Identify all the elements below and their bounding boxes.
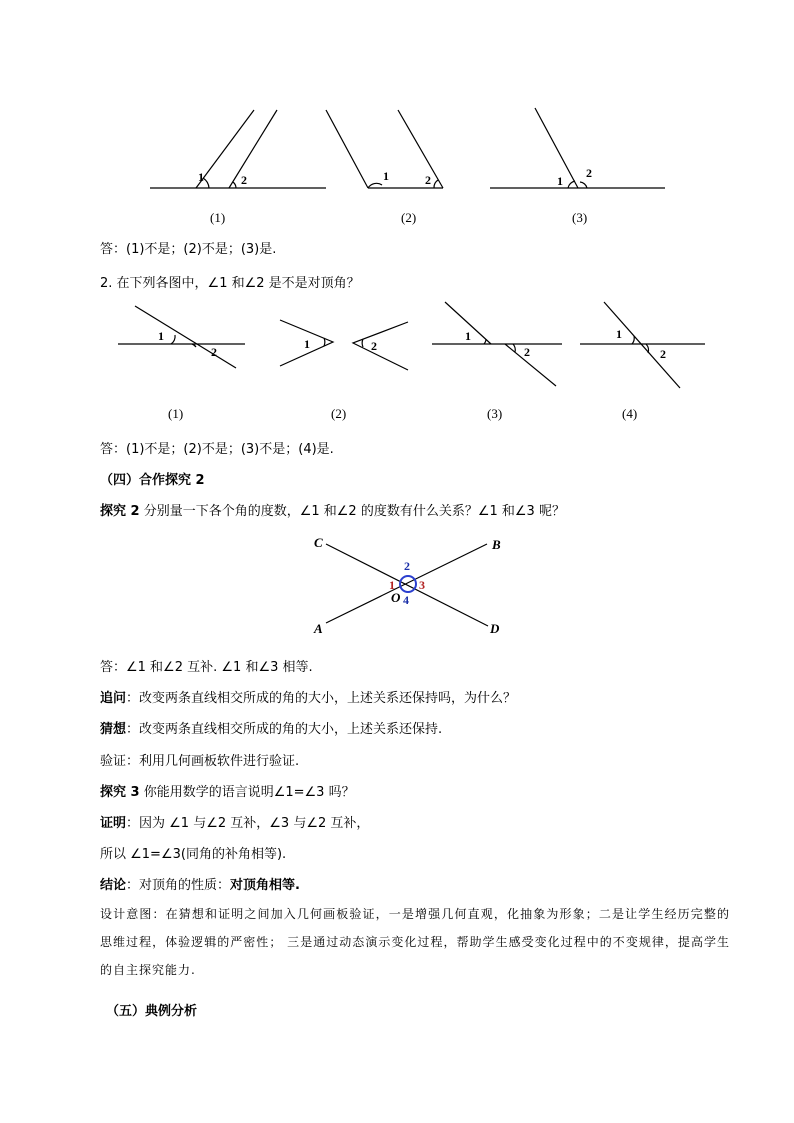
r2f2-label-2: 2 (371, 339, 377, 353)
explore-3-text: 你能用数学的语言说明∠1=∠3 吗？ (139, 785, 355, 800)
angle-4-label: 4 (403, 593, 409, 607)
section-5-heading: （五）典例分析 (106, 1004, 198, 1019)
cross-figure (0, 528, 794, 643)
fig2-ray-right (398, 110, 443, 188)
explore-3-label: 探究 3 (100, 785, 140, 800)
proof-text: ：因为 ∠1 与∠2 互补，∠3 与∠2 互补， (126, 816, 370, 831)
fig2-label-2: 2 (425, 173, 431, 187)
explore-3 (100, 781, 355, 800)
r2f2-caption: (2) (331, 406, 347, 421)
fig2-arc-1 (368, 183, 382, 188)
so-statement: 所以 ∠1=∠3(同角的补角相等). (100, 847, 287, 862)
r2f4-label-2: 2 (660, 347, 666, 361)
r2f2-arc-1 (324, 338, 325, 346)
fig2-ray-left (326, 110, 368, 188)
r2f1-arc-1 (171, 335, 175, 344)
fig2-caption: (2) (401, 210, 417, 225)
conclusion-text: ：对顶角的性质： (126, 878, 231, 893)
r2f4-slant (604, 302, 680, 388)
fig1-ray-right (229, 110, 277, 188)
line-CD (326, 544, 488, 626)
angle-3-label: 3 (419, 578, 425, 592)
follow-up-text: ：改变两条直线相交所成的角的大小，上述关系还保持吗，为什么？ (126, 691, 517, 706)
vertex-circle (400, 576, 416, 592)
conclusion (100, 874, 300, 893)
fig1-arc-2 (233, 182, 236, 188)
guess (100, 718, 442, 737)
point-C: C (314, 535, 323, 550)
explore-2-label: 探究 2 (100, 504, 140, 519)
guess-text: ：改变两条直线相交所成的角的大小，上述关系还保持. (126, 722, 443, 737)
fig1-label-1: 1 (198, 170, 204, 184)
design-intent: 设计意图：在猜想和证明之间加入几何画板验证，一是增强几何直观，化抽象为形象；二是让学生经历完整的思维过程，体验逻辑的严密性； 三是通过动态演示变化过程，帮助学生感受变化过程中的不变规律，提高学生的自主探究能力. (100, 907, 730, 977)
fig3-arc-2 (580, 182, 587, 188)
fig3-caption: (3) (572, 210, 588, 225)
r2f3-slant-bottom (505, 344, 556, 386)
r2f2-arc-2 (362, 339, 363, 347)
fig3-label-2: 2 (586, 166, 592, 180)
r2f3-label-2: 2 (524, 345, 530, 359)
r2f4-arc-1 (632, 336, 634, 344)
verify: 验证：利用几何画板软件进行验证. (100, 754, 300, 769)
r2f4-label-1: 1 (616, 327, 622, 341)
r2f1-label-2: 2 (211, 345, 217, 359)
fig3-arc-1 (568, 181, 575, 188)
r2f2-label-1: 1 (304, 337, 310, 351)
proof-label: 证明 (100, 816, 127, 831)
r2f3-caption: (3) (487, 406, 503, 421)
section-4-heading: （四）合作探究 2 (100, 473, 205, 488)
explore-2 (100, 500, 565, 519)
r2f1-caption: (1) (168, 406, 184, 421)
explore-2-text: 分别量一下各个角的度数，∠1 和∠2 的度数有什么关系？∠1 和∠3 呢？ (139, 504, 565, 519)
figure-row-2 (0, 290, 794, 430)
point-A: A (314, 621, 323, 636)
guess-label: 猜想 (100, 722, 127, 737)
r2f4-caption: (4) (622, 406, 638, 421)
follow-up-label: 追问 (100, 691, 127, 706)
angle-2-label: 2 (404, 559, 410, 573)
answer-1: 答：(1)不是；(2)不是；(3)是. (100, 242, 277, 257)
fig1-caption: (1) (210, 210, 226, 225)
fig3-label-1: 1 (557, 174, 563, 188)
fig2-arc-2 (434, 180, 438, 188)
proof (100, 812, 369, 831)
figure-row-1 (0, 0, 794, 240)
r2f1-slant (135, 306, 236, 368)
r2f2-right-angle (353, 322, 408, 370)
fig1-label-2: 2 (241, 173, 247, 187)
r2f3-label-1: 1 (465, 329, 471, 343)
point-D: D (490, 621, 500, 636)
question-2: 2. 在下列各图中，∠1 和∠2 是不是对顶角？ (100, 276, 360, 291)
point-O: O (391, 590, 401, 605)
answer-2: 答：(1)不是；(2)不是；(3)不是；(4)是. (100, 442, 334, 457)
angle-1-label: 1 (389, 578, 395, 592)
answer-3: 答：∠1 和∠2 互补. ∠1 和∠3 相等. (100, 660, 313, 675)
r2f1-label-1: 1 (158, 329, 164, 343)
follow-up-question (100, 687, 516, 706)
point-B: B (492, 537, 501, 552)
conclusion-label: 结论 (100, 878, 127, 893)
conclusion-emphasis: 对顶角相等. (230, 878, 300, 893)
fig2-label-1: 1 (383, 169, 389, 183)
r2f3-arc-1 (484, 339, 486, 344)
